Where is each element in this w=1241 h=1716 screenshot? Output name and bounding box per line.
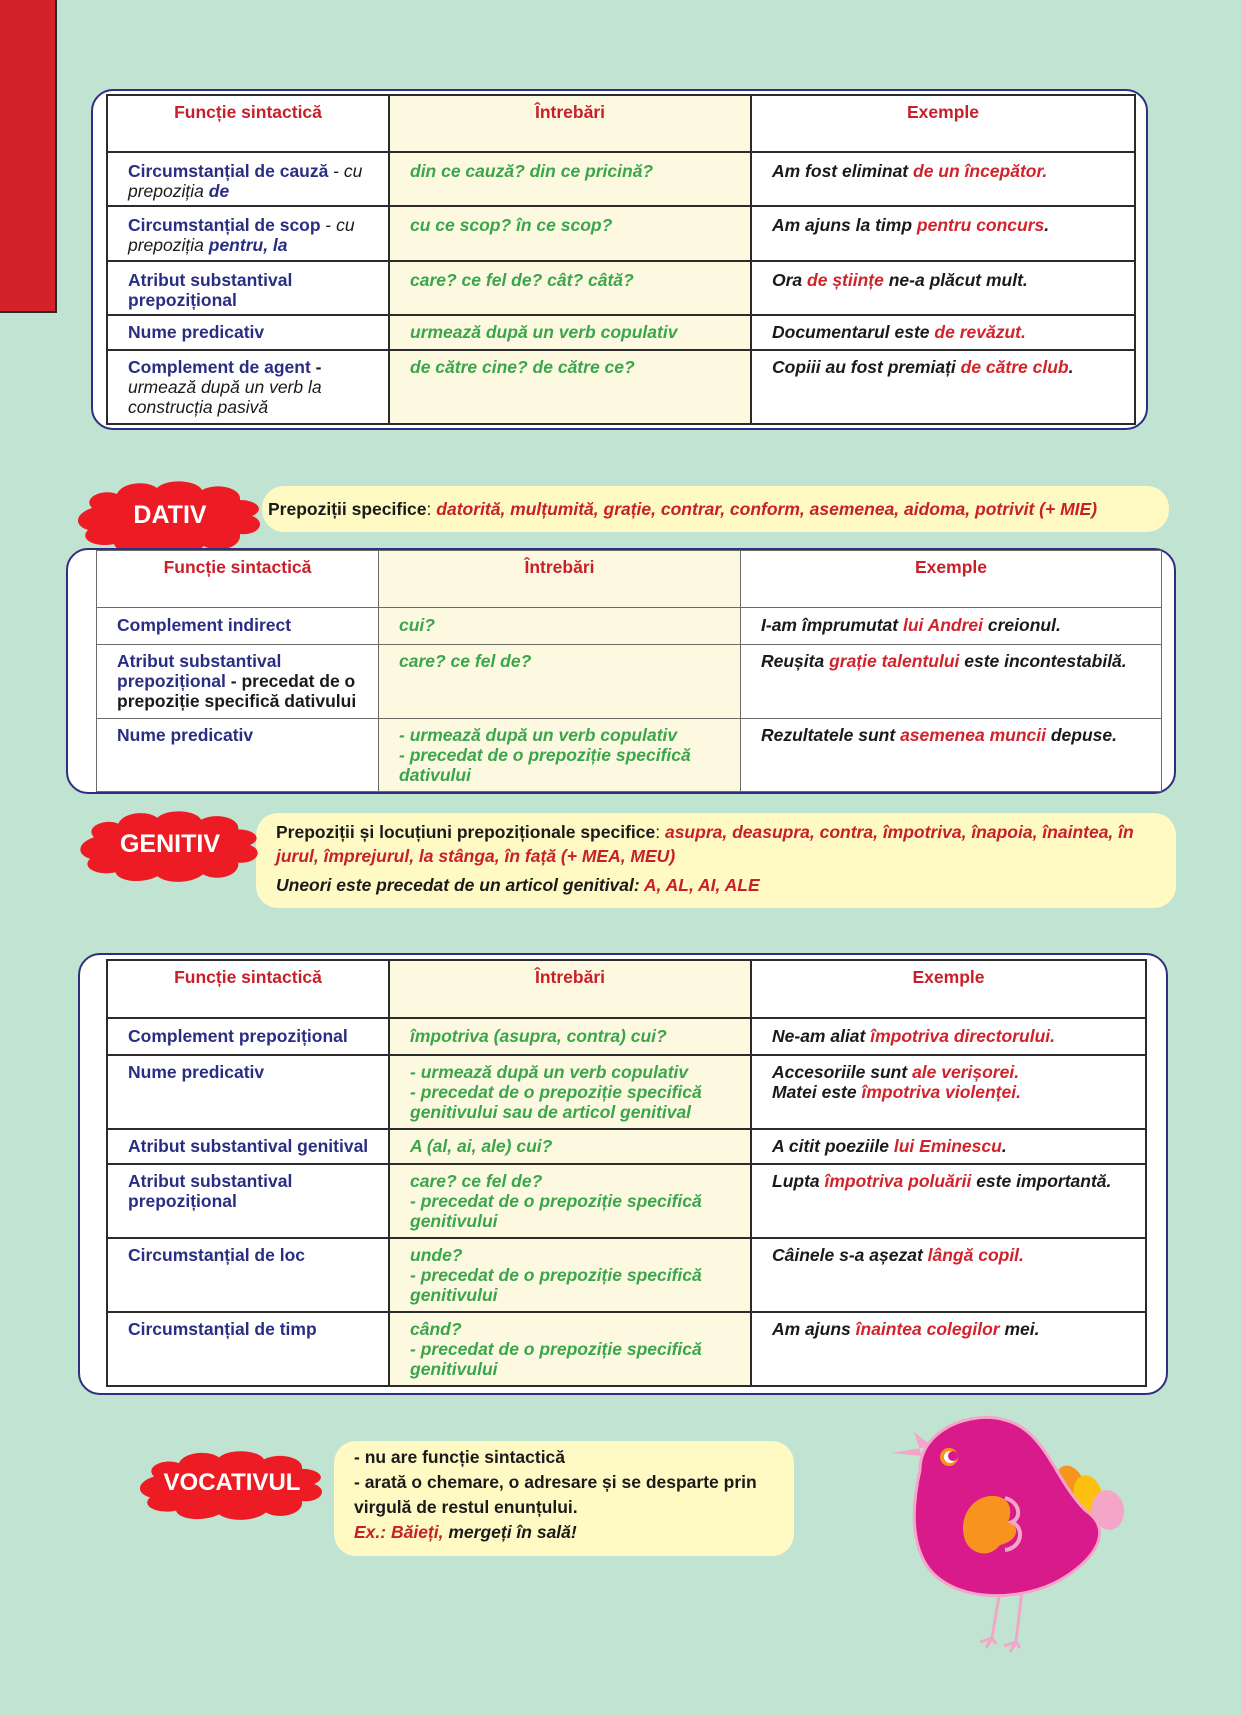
header-examples: Exemple bbox=[751, 960, 1146, 1018]
dativ-label: DATIV bbox=[133, 501, 207, 529]
question-cell: A (al, ai, ale) cui? bbox=[389, 1129, 751, 1164]
question-cell: unde? - precedat de o prepoziție specifică genitivului bbox=[389, 1238, 751, 1312]
question-cell: cui? bbox=[379, 608, 741, 645]
question-cell: din ce cauză? din ce pricină? bbox=[389, 152, 751, 206]
function-cell: Complement indirect bbox=[97, 608, 379, 645]
example-cell: Lupta împotriva poluării este importantă. bbox=[751, 1164, 1146, 1238]
function-cell: Atribut substantival prepozițional bbox=[107, 1164, 389, 1238]
example-cell: Am fost eliminat de un începător. bbox=[751, 152, 1135, 206]
example-cell: Rezultatele sunt asemenea muncii depuse. bbox=[741, 719, 1162, 792]
dativ-cloud-badge bbox=[72, 478, 268, 556]
table-row bbox=[97, 608, 1162, 645]
function-cell: Complement de agent - urmează după un verb la construcția pasivă bbox=[107, 350, 389, 424]
example-cell: Ora de științe ne-a plăcut mult. bbox=[751, 261, 1135, 315]
question-cell: de către cine? de către ce? bbox=[389, 350, 751, 424]
question-cell: - urmează după un verb copulativ - precedat de o prepoziție specifică dativului bbox=[379, 719, 741, 792]
table-row bbox=[107, 350, 1135, 424]
example-cell: Accesoriile sunt ale verișorei. Matei este împotriva violenței. bbox=[751, 1055, 1146, 1129]
function-cell: Complement prepozițional bbox=[107, 1018, 389, 1055]
table-row bbox=[107, 1312, 1146, 1386]
table-header-row bbox=[97, 551, 1162, 608]
header-questions: Întrebări bbox=[379, 551, 741, 608]
function-cell: Circumstanțial de scop - cu prepoziția pentru, la bbox=[107, 206, 389, 261]
table-row bbox=[97, 719, 1162, 792]
genitiv-cloud-badge bbox=[72, 808, 268, 884]
header-questions: Întrebări bbox=[389, 960, 751, 1018]
red-side-tab bbox=[0, 0, 57, 313]
genitiv-label: GENITIV bbox=[119, 830, 220, 858]
question-cell: care? ce fel de? cât? câtă? bbox=[389, 261, 751, 315]
function-cell: Circumstanțial de cauză - cu prepoziția de bbox=[107, 152, 389, 206]
function-cell: Circumstanțial de loc bbox=[107, 1238, 389, 1312]
header-questions: Întrebări bbox=[389, 95, 751, 152]
header-examples: Exemple bbox=[741, 551, 1162, 608]
dativ-table bbox=[96, 550, 1162, 792]
genitiv-prepositions-box: Prepoziții și locuțiuni prepoziționale specifice: asupra, deasupra, contra, împotriva, înapoia, înaintea, în jurul, împrejurul, la stânga, în față (+ MEA, MEU) Uneori este precedat de un articol genitival: A, AL, AI, ALE bbox=[256, 813, 1176, 908]
function-cell: Circumstanțial de timp bbox=[107, 1312, 389, 1386]
table-row bbox=[107, 1238, 1146, 1312]
example-cell: Documentarul este de revăzut. bbox=[751, 315, 1135, 350]
function-cell: Nume predicativ bbox=[107, 315, 389, 350]
table-row bbox=[107, 1018, 1146, 1055]
header-examples: Exemple bbox=[751, 95, 1135, 152]
question-cell: care? ce fel de? bbox=[379, 645, 741, 719]
vocativ-cloud-badge bbox=[134, 1448, 330, 1522]
example-cell: Ne-am aliat împotriva directorului. bbox=[751, 1018, 1146, 1055]
function-cell: Nume predicativ bbox=[107, 1055, 389, 1129]
example-cell: Câinele s-a așezat lângă copil. bbox=[751, 1238, 1146, 1312]
table-row bbox=[107, 206, 1135, 261]
table-row bbox=[107, 315, 1135, 350]
question-cell: împotriva (asupra, contra) cui? bbox=[389, 1018, 751, 1055]
question-cell: cu ce scop? în ce scop? bbox=[389, 206, 751, 261]
table-header-row bbox=[107, 95, 1135, 152]
header-function: Funcție sintactică bbox=[107, 960, 389, 1018]
table-row bbox=[107, 152, 1135, 206]
vocativ-label: VOCATIVUL bbox=[163, 1469, 301, 1496]
question-cell: urmează după un verb copulativ bbox=[389, 315, 751, 350]
example-cell: Reușita grație talentului este incontestabilă. bbox=[741, 645, 1162, 719]
example-cell: I-am împrumutat lui Andrei creionul. bbox=[741, 608, 1162, 645]
example-cell: Copiii au fost premiați de către club. bbox=[751, 350, 1135, 424]
vocativ-box: - nu are funcție sintactică - arată o chemare, o adresare și se desparte prin virgulă de restul enunțului. Ex.: Băieți, mergeți în sală! bbox=[334, 1441, 794, 1556]
table-row bbox=[107, 1055, 1146, 1129]
genitiv-table bbox=[106, 959, 1147, 1387]
bird-icon bbox=[880, 1410, 1140, 1660]
example-cell: A citit poeziile lui Eminescu. bbox=[751, 1129, 1146, 1164]
function-cell: Nume predicativ bbox=[97, 719, 379, 792]
function-cell: Atribut substantival prepozițional - precedat de o prepoziție specifică dativului bbox=[97, 645, 379, 719]
table-row bbox=[107, 1129, 1146, 1164]
function-cell: Atribut substantival prepozițional bbox=[107, 261, 389, 315]
dativ-prepositions-box: Prepoziții specifice: datorită, mulțumită, grație, contrar, conform, asemenea, aidoma, potrivit (+ MIE) bbox=[262, 486, 1169, 532]
table-row bbox=[107, 261, 1135, 315]
example-cell: Am ajuns înaintea colegilor mei. bbox=[751, 1312, 1146, 1386]
table-header-row bbox=[107, 960, 1146, 1018]
table-row bbox=[107, 1164, 1146, 1238]
question-cell: când? - precedat de o prepoziție specifică genitivului bbox=[389, 1312, 751, 1386]
function-cell: Atribut substantival genitival bbox=[107, 1129, 389, 1164]
question-cell: care? ce fel de? - precedat de o prepoziție specifică genitivului bbox=[389, 1164, 751, 1238]
example-cell: Am ajuns la timp pentru concurs. bbox=[751, 206, 1135, 261]
header-function: Funcție sintactică bbox=[107, 95, 389, 152]
question-cell: - urmează după un verb copulativ - precedat de o prepoziție specifică genitivului sau de articol genitival bbox=[389, 1055, 751, 1129]
table1 bbox=[106, 94, 1136, 425]
table-row bbox=[97, 645, 1162, 719]
header-function: Funcție sintactică bbox=[97, 551, 379, 608]
